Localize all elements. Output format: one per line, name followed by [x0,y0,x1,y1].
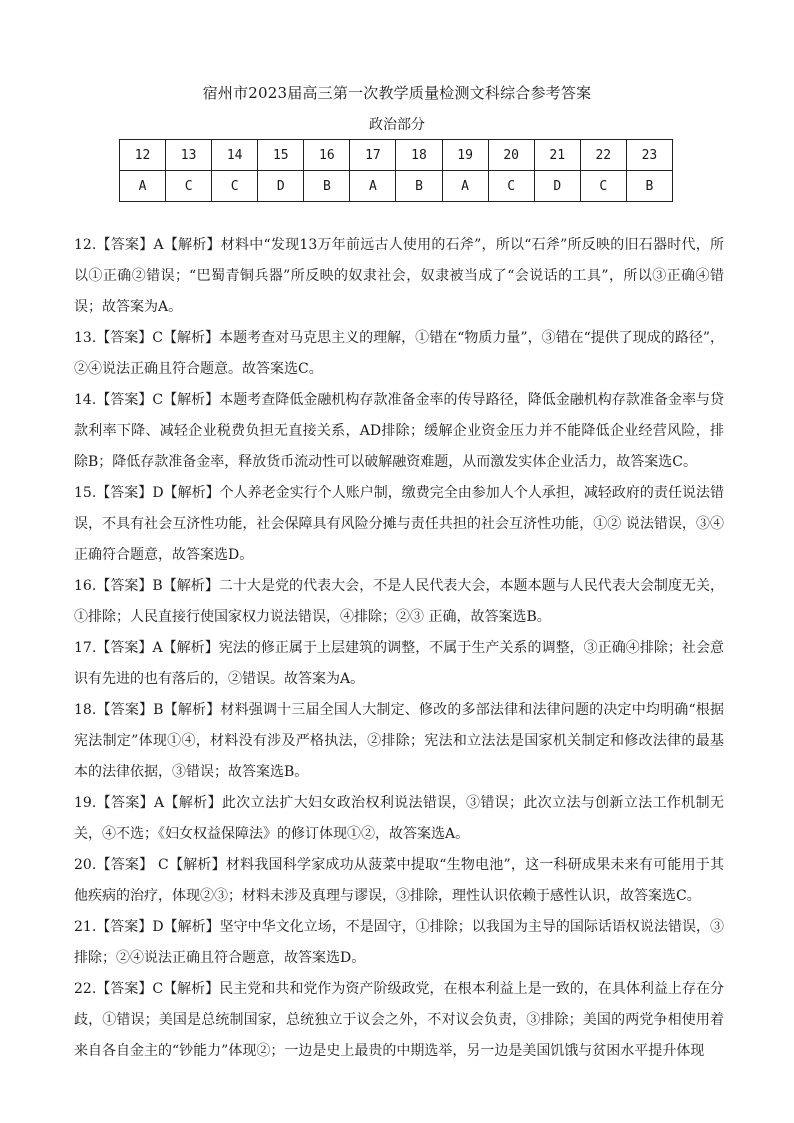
section-subtitle: 政治部分 [369,117,425,133]
explanation-q12: 12.【答案】A【解析】材料中“发现13万年前远古人使用的石斧”，所以“石斧”所反映的旧石器时代，所以①正确②错误；“巴蜀青铜兵器”所反映的奴隶社会，奴隶被当成了“会说话的工具”，所以③正确④错误；故答案为A。 [74,237,724,315]
answer-cell: D [534,171,580,202]
answer-cell: A [350,171,396,202]
explanation-q19: 19.【答案】A【解析】此次立法扩大妇女政治权利说法错误，③错误；此次立法与创新立法工作机制无关，④不选；《妇女权益保障法》的修订体现①②，故答案选A。 [74,795,724,842]
answer-cell: B [626,171,672,202]
explanation-q15: 15.【答案】D【解析】个人养老金实行个人账户制，缴费完全由参加人个人承担，减轻政府的责任说法错误，不具有社会互济性功能，社会保障具有风险分摊与责任共担的社会互济性功能，①② 说法错误，③④正确符合题意，故答案选D。 [74,485,724,563]
answer-cell: D [258,171,304,202]
question-number-cell: 18 [396,140,442,171]
answer-cell: C [166,171,212,202]
answer-cell: C [212,171,258,202]
question-number-cell: 17 [350,140,396,171]
explanation-q20: 20.【答案】 C【解析】材料我国科学家成功从菠菜中提取“生物电池”，这一科研成果未来有可能用于其他疾病的治疗，体现②③；材料未涉及真理与谬误，③排除，理性认识依赖于感性认识，故答案选C。 [74,857,724,904]
question-number-cell: 23 [626,140,672,171]
explanation-q14: 14.【答案】C【解析】本题考查降低金融机构存款准备金率的传导路径，降低金融机构存款准备金率与贷款利率下降、减轻企业税费负担无直接关系，AD排除；缓解企业资金压力并不能降低企业经营风险，排除B；降低存款准备金率，释放货币流动性可以破解融资难题，从而激发实体企业活力，故答案选C。 [74,392,724,470]
question-number-cell: 22 [580,140,626,171]
explanation-q21: 21.【答案】D【解析】坚守中华文化立场，不是固守，①排除；以我国为主导的国际话语权说法错误，③排除；②④说法正确且符合题意，故答案选D。 [74,919,724,966]
explanation-q17: 17.【答案】A【解析】宪法的修正属于上层建筑的调整，不属于生产关系的调整，③正确④排除；社会意识有先进的也有落后的，②错误。故答案为A。 [74,640,724,687]
question-number-cell: 12 [120,140,166,171]
table-row-answers [120,171,673,202]
question-number-cell: 21 [534,140,580,171]
explanation-q18: 18.【答案】B【解析】材料强调十三届全国人大制定、修改的多部法律和法律问题的决定中均明确“根据宪法制定”体现①④，材料没有涉及严格执法，②排除；宪法和立法法是国家机关制定和修改法律的最基本的法律依据，③错误；故答案选B。 [74,702,724,780]
answer-cell: B [304,171,350,202]
document-title: 宿州市2023届高三第一次教学质量检测文科综合参考答案 [202,84,592,102]
question-number-cell: 13 [166,140,212,171]
explanation-q22: 22.【答案】C【解析】民主党和共和党作为资产阶级政党，在根本利益上是一致的，在具体利益上存在分歧，①错误；美国是总统制国家，总统独立于议会之外，不对议会负责，③排除；美国的两党争相使用着来自各自金主的“钞能力”体现②；一边是史上最贵的中期选举，另一边是美国饥饿与贫困水平提升体现 [74,981,724,1059]
answer-cell: C [488,171,534,202]
question-number-cell: 20 [488,140,534,171]
answer-cell: A [442,171,488,202]
answer-cell: A [120,171,166,202]
question-number-cell: 14 [212,140,258,171]
question-number-cell: 15 [258,140,304,171]
question-number-cell: 16 [304,140,350,171]
answer-cell: C [580,171,626,202]
answer-cell: B [396,171,442,202]
explanation-q13: 13.【答案】C【解析】本题考查对马克思主义的理解，①错在“物质力量”，③错在“提供了现成的路径”，②④说法正确且符合题意。故答案选C。 [74,330,724,377]
table-row-question-numbers [120,140,673,171]
answer-table [119,139,673,202]
explanation-q16: 16.【答案】B【解析】二十大是党的代表大会，不是人民代表大会，本题本题与人民代表大会制度无关，①排除；人民直接行使国家权力说法错误，④排除；②③ 正确，故答案选B。 [74,578,724,625]
question-number-cell: 19 [442,140,488,171]
answer-explanations [74,230,724,1067]
